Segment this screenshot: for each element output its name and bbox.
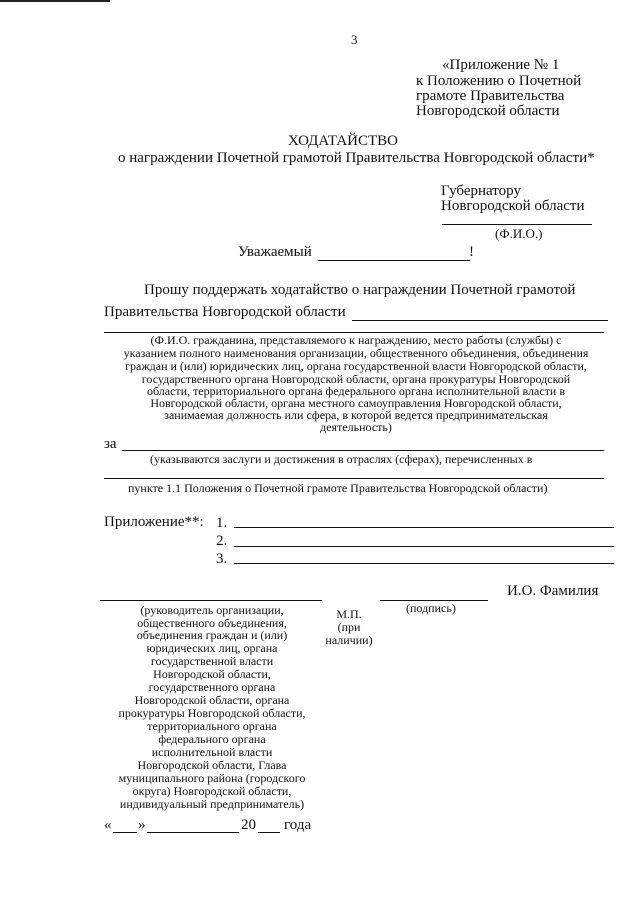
- person-caption-line-7: занимаемая должность или сфера, в которой ведется предпринимательская: [164, 408, 548, 422]
- head-signature-line: [100, 600, 322, 601]
- head-caption-line-13: Новгородской области, Глава: [137, 758, 287, 772]
- person-caption-line-8: деятельность): [320, 420, 392, 434]
- date-century: 20: [241, 817, 256, 833]
- addressee-line-1: Губернатору: [441, 183, 521, 199]
- head-caption-line-11: федерального органа: [158, 732, 266, 746]
- attachment-line-3: [234, 563, 614, 564]
- signatory-name: И.О. Фамилия: [507, 583, 599, 599]
- head-caption-line-12: исполнительной власти: [151, 745, 273, 759]
- date-year-line: [258, 832, 280, 833]
- head-caption-line-15: округа) Новгородской области,: [132, 784, 292, 798]
- merits-caption-line-1: (указываются заслуги и достижения в отраслях (сферах), перечисленных в: [150, 452, 533, 466]
- head-caption-line-5: государственной власти: [150, 654, 274, 668]
- head-caption-line-2: общественного объединения,: [137, 616, 287, 630]
- head-caption-line-16: индивидуальный предприниматель): [119, 797, 305, 811]
- stamp-line-2: (при: [337, 620, 361, 634]
- greeting-word: Уважаемый: [238, 244, 312, 260]
- page-number: 3: [351, 32, 358, 47]
- request-line-1: Прошу поддержать ходатайство о награждении Почетной грамотой: [144, 282, 576, 298]
- person-caption-line-1: (Ф.И.О. гражданина, представляемого к награждению, место работы (службы) с: [150, 333, 562, 347]
- addressee-fio-caption: (Ф.И.О.): [495, 226, 543, 241]
- appendix-line-3: грамоте Правительства: [416, 88, 565, 104]
- attachments-label: Приложение**:: [104, 514, 204, 530]
- appendix-line-1: «Приложение № 1: [442, 57, 560, 73]
- merits-blank-line-1: [122, 450, 604, 451]
- merits-prefix: за: [104, 436, 117, 452]
- date-month-line: [147, 832, 239, 833]
- attachment-number-3: 3.: [216, 551, 228, 567]
- top-edge-mark: [0, 0, 110, 2]
- person-caption-line-5: области, территориального органа федерального органа исполнительной власти в: [146, 384, 566, 398]
- head-caption-line-1: (руководитель организации,: [140, 603, 284, 617]
- attachment-line-2: [234, 546, 614, 547]
- date-year-word: года: [284, 817, 312, 833]
- date-day-line: [113, 832, 137, 833]
- person-caption-line-4: государственного органа Новгородской области, органа прокуратуры Новгородской: [141, 372, 571, 386]
- request-blank-line-1: [352, 320, 608, 321]
- head-caption-line-8: Новгородской области, органа: [134, 693, 290, 707]
- date-close-quote: »: [138, 817, 146, 833]
- head-caption-line-3: объединения граждан и (или): [136, 628, 288, 642]
- attachment-number-2: 2.: [216, 533, 228, 549]
- head-caption-line-6: Новгородской области,: [153, 667, 271, 681]
- head-caption-line-7: государственного органа: [148, 680, 276, 694]
- signature-caption: (подпись): [406, 601, 456, 615]
- attachment-line-1: [234, 527, 614, 528]
- head-caption-line-4: юридических лиц, органа: [146, 641, 278, 655]
- head-caption-line-9: прокуратуры Новгородской области,: [118, 706, 306, 720]
- person-caption-line-2: указанием полного наименования организации, общественного объединения, объединения: [123, 346, 589, 360]
- appendix-line-4: Новгородской области: [416, 103, 560, 119]
- person-caption-line-3: граждан и (или) юридических лиц, органа государственной власти Новгородской области,: [125, 359, 587, 373]
- stamp-line-1: М.П.: [336, 607, 362, 621]
- attachment-number-1: 1.: [216, 515, 228, 531]
- date-open-quote: «: [104, 817, 112, 833]
- merits-blank-line-2: [104, 478, 604, 479]
- greeting-mark: !: [469, 244, 474, 260]
- stamp-line-3: наличии): [325, 633, 373, 647]
- merits-caption-line-2: пункте 1.1 Положения о Почетной грамоте Правительства Новгородской области): [128, 481, 548, 495]
- head-caption-line-10: территориального органа: [147, 719, 277, 733]
- greeting-blank-line: [318, 260, 470, 261]
- addressee-line-2: Новгородской области: [441, 198, 585, 214]
- document-subtitle: о награждении Почетной грамотой Правительства Новгородской области*: [118, 150, 595, 166]
- request-line-2: Правительства Новгородской области: [104, 304, 346, 320]
- person-caption-line-6: Новгородской области, органа местного самоуправления Новгородской области,: [150, 396, 562, 410]
- document-title: ХОДАТАЙСТВО: [288, 133, 398, 149]
- addressee-fio-line: [442, 224, 592, 225]
- head-caption-line-14: муниципального района (городского: [118, 771, 306, 785]
- appendix-line-2: к Положению о Почетной: [416, 73, 582, 89]
